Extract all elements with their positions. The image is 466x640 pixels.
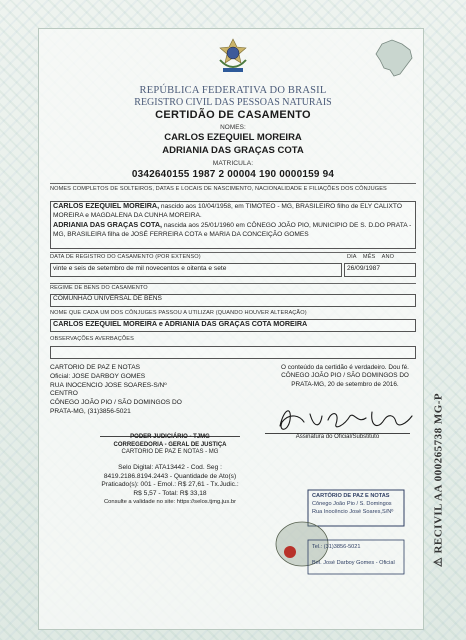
names-label: NOMES: (220, 124, 246, 131)
divider (50, 183, 416, 184)
spouse-1-info: nascido aos 10/04/1958, em TIMOTEO - MG, BRASILEIRO filho de ELY CALIXTO MOREIRA e MAGDALENA DA CUNHA MOREIRA. (53, 203, 402, 219)
office-city: CÔNEGO JOÃO PIO / SÃO DOMINGOS DO (50, 399, 182, 407)
spouse-2-details (53, 221, 413, 239)
judiciary-block (90, 434, 250, 457)
spouse-name-1: CARLOS EZEQUIEL MOREIRA (164, 132, 302, 143)
recivil-security-code (427, 360, 449, 600)
stamp-office-phone: Tel.: (31)3856-5021 (312, 544, 361, 550)
judiciary-department: CORREGEDORIA - GERAL DE JUSTIÇA (113, 441, 227, 448)
stamp-office-city: Cônego João Pio / S. Domingos (312, 501, 392, 507)
digital-seal-block (70, 464, 270, 507)
adopted-names-label: NOME QUE CADA UM DOS CÔNJUGES PASSOU A UTILIZAR (QUANDO HOUVER ALTERAÇÃO) (50, 310, 307, 316)
spouse-1-name: CARLOS EZEQUIEL MOREIRA, (53, 201, 160, 210)
day-month-year-label: DIA MÊS ANO (347, 254, 395, 260)
observations-box (50, 346, 416, 359)
registration-date-label: DATA DE REGISTRO DO CASAMENTO (POR EXTENSO) (50, 254, 201, 260)
spouse-name-2: ADRIANIA DAS GRAÇAS COTA (162, 145, 304, 156)
registry-office-info (50, 364, 182, 417)
stamp-officer: Bel. José Darboy Gomes - Oficial (312, 560, 395, 566)
matricula-label: MATRICULA: (212, 160, 254, 167)
seal-security: 8419.2186.8194.2443 - Quantidade de Ato(s) (103, 472, 237, 480)
stamp-office-name: CARTÓRIO DE PAZ E NOTAS (312, 493, 390, 499)
seal-code: Selo Digital: ATA13442 - Cod. Seg : (118, 464, 222, 471)
property-regime-label: REGIME DE BENS DO CASAMENTO (50, 285, 148, 291)
recivil-code-text: ⚠ RECIVIL AA 000265738 MG-P (432, 392, 445, 568)
seal-validation-site: Consulte a validade no site: https://selos.tjmg.jus.br (103, 499, 237, 506)
brazil-map-icon (372, 36, 416, 80)
spouse-2-name: ADRIANIA DAS GRAÇAS COTA, (53, 220, 163, 229)
judiciary-name: PODER JUDICIÁRIO - TJMG (130, 434, 210, 440)
judiciary-office: CARTORIO DE PAZ E NOTAS - MG (121, 449, 219, 456)
certification-statement (270, 364, 420, 389)
observations-label: OBSERVAÇÕES AVERBAÇÕES (50, 336, 134, 342)
registry-header: REGISTRO CIVIL DAS PESSOAS NATURAIS (134, 97, 332, 108)
office-city-phone: PRATA-MG, (31)3856-5021 (50, 407, 131, 415)
officer-signature (270, 402, 420, 436)
divider (50, 252, 416, 253)
office-name: CARTORIO DE PAZ E NOTAS (50, 364, 141, 371)
registration-date-text: vinte e seis de setembro de mil novecentos e oitenta e sete (53, 265, 227, 272)
spouse-1-details (53, 202, 413, 220)
republic-header: REPÚBLICA FEDERATIVA DO BRASIL (139, 85, 327, 96)
property-regime-value: COMUNHÃO UNIVERSAL DE BENS (53, 295, 162, 302)
certification-line: O conteúdo da certidão é verdadeiro. Dou fé. (281, 364, 409, 371)
certification-date: PRATA-MG, 20 de setembro de 2016. (291, 380, 399, 388)
seal-total: R$ 5,57 - Total: R$ 33,18 (133, 489, 207, 497)
matricula-number: 0342640155 1987 2 00004 190 0000159 94 (131, 169, 335, 180)
certification-place: CÔNEGO JOÃO PIO / SÃO DOMINGOS DO (281, 372, 409, 380)
registration-date-numeric: 26/09/1987 (347, 265, 381, 272)
seal-fees: Praticado(s): 001 - Emol.: R$ 27,61 - Tx.Judic.: (101, 481, 239, 489)
spouse-2-info: nascida aos 25/01/1960 em CÔNEGO JOÃO PIO, MUNICIPIO DE S. D.DO PRATA - MG, BRASILEIRA filha de JOSÉ FERREIRA COTA e MARIA DA CONCEIÇÃO GOMES (53, 222, 412, 238)
divider (50, 283, 416, 284)
coat-of-arms-icon (216, 38, 250, 76)
stamp-office-street: Rua Inocêncio José Soares,S/Nº (312, 509, 394, 515)
office-officer: Oficial: JOSE DARBOY GOMES (50, 372, 146, 380)
office-district: CENTRO (50, 390, 78, 398)
spouses-section-label: NOMES COMPLETOS DE SOLTEIROS, DATAS E LOCAIS DE NASCIMENTO, NACIONALIDADE E FILIAÇÕES DOS CÔNJUGES (50, 186, 387, 192)
document-title: CERTIDÃO DE CASAMENTO (155, 109, 311, 121)
signature-label: Assinatura do Oficial/Substituto (295, 434, 380, 440)
office-street: RUA INOCENCIO JOSE SOARES-S/Nº (50, 381, 167, 389)
adopted-names-value: CARLOS EZEQUIEL MOREIRA e ADRIANIA DAS GRAÇAS COTA MOREIRA (53, 319, 308, 328)
